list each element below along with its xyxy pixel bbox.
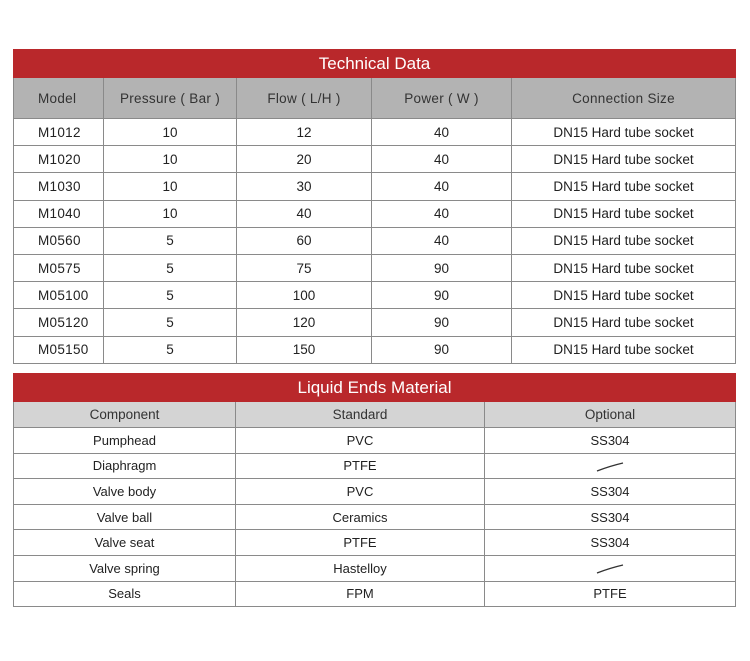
power-cell: 40: [372, 119, 512, 146]
connection-size-cell: DN15 Hard tube socket: [512, 173, 736, 200]
optional-cell: SS304: [485, 504, 736, 530]
column-header-pressure: Pressure ( Bar ): [104, 78, 237, 119]
connection-size-cell: DN15 Hard tube socket: [512, 200, 736, 227]
optional-cell: SS304: [485, 428, 736, 454]
optional-cell: PTFE: [485, 581, 736, 607]
power-cell: 90: [372, 282, 512, 309]
liquid-ends-material-table: [13, 373, 736, 607]
flow-cell: 60: [237, 227, 372, 254]
flow-cell: 40: [237, 200, 372, 227]
power-cell: 40: [372, 200, 512, 227]
table-row: [14, 479, 736, 505]
power-cell: 90: [372, 254, 512, 281]
pressure-cell: 5: [104, 282, 237, 309]
diagonal-slash-icon: [595, 563, 625, 575]
column-header-model: Model: [14, 78, 104, 119]
model-cell: M1020: [14, 146, 104, 173]
power-cell: 90: [372, 336, 512, 363]
model-cell: M05120: [14, 309, 104, 336]
optional-cell: [485, 555, 736, 581]
column-header-standard: Standard: [236, 402, 485, 428]
table-row: [14, 200, 736, 227]
power-cell: 90: [372, 309, 512, 336]
optional-cell: SS304: [485, 530, 736, 556]
table-row: [14, 119, 736, 146]
table-row: [14, 428, 736, 454]
pressure-cell: 5: [104, 336, 237, 363]
connection-size-cell: DN15 Hard tube socket: [512, 227, 736, 254]
optional-cell: SS304: [485, 479, 736, 505]
table-row: [14, 504, 736, 530]
connection-size-cell: DN15 Hard tube socket: [512, 146, 736, 173]
table-row: [14, 453, 736, 479]
diagonal-slash-icon: [595, 461, 625, 473]
table-row: [14, 282, 736, 309]
connection-size-cell: DN15 Hard tube socket: [512, 309, 736, 336]
column-header-component: Component: [14, 402, 236, 428]
standard-cell: Hastelloy: [236, 555, 485, 581]
column-header-connection-size: Connection Size: [512, 78, 736, 119]
table-row: [14, 146, 736, 173]
model-cell: M1012: [14, 119, 104, 146]
model-cell: M0575: [14, 254, 104, 281]
table-row: [14, 530, 736, 556]
model-cell: M1040: [14, 200, 104, 227]
table-row: [14, 254, 736, 281]
column-header-power: Power ( W ): [372, 78, 512, 119]
standard-cell: PVC: [236, 479, 485, 505]
pressure-cell: 10: [104, 119, 237, 146]
flow-cell: 150: [237, 336, 372, 363]
flow-cell: 12: [237, 119, 372, 146]
table-row: [14, 173, 736, 200]
standard-cell: PTFE: [236, 453, 485, 479]
flow-cell: 120: [237, 309, 372, 336]
model-cell: M05100: [14, 282, 104, 309]
connection-size-cell: DN15 Hard tube socket: [512, 282, 736, 309]
connection-size-cell: DN15 Hard tube socket: [512, 254, 736, 281]
model-cell: M05150: [14, 336, 104, 363]
flow-cell: 20: [237, 146, 372, 173]
standard-cell: PVC: [236, 428, 485, 454]
pressure-cell: 10: [104, 200, 237, 227]
liquid-ends-title: Liquid Ends Material: [14, 374, 736, 402]
component-cell: Valve spring: [14, 555, 236, 581]
technical-data-table: [13, 49, 736, 364]
table-row: [14, 227, 736, 254]
component-cell: Seals: [14, 581, 236, 607]
flow-cell: 30: [237, 173, 372, 200]
connection-size-cell: DN15 Hard tube socket: [512, 119, 736, 146]
connection-size-cell: DN15 Hard tube socket: [512, 336, 736, 363]
flow-cell: 100: [237, 282, 372, 309]
power-cell: 40: [372, 173, 512, 200]
pressure-cell: 5: [104, 227, 237, 254]
power-cell: 40: [372, 146, 512, 173]
model-cell: M0560: [14, 227, 104, 254]
standard-cell: FPM: [236, 581, 485, 607]
column-header-optional: Optional: [485, 402, 736, 428]
model-cell: M1030: [14, 173, 104, 200]
pressure-cell: 5: [104, 254, 237, 281]
pressure-cell: 10: [104, 146, 237, 173]
component-cell: Diaphragm: [14, 453, 236, 479]
table-row: [14, 309, 736, 336]
column-header-flow: Flow ( L/H ): [237, 78, 372, 119]
optional-cell: [485, 453, 736, 479]
component-cell: Valve seat: [14, 530, 236, 556]
table-row: [14, 581, 736, 607]
technical-data-title: Technical Data: [14, 50, 736, 78]
pressure-cell: 10: [104, 173, 237, 200]
standard-cell: PTFE: [236, 530, 485, 556]
component-cell: Valve body: [14, 479, 236, 505]
pressure-cell: 5: [104, 309, 237, 336]
component-cell: Valve ball: [14, 504, 236, 530]
standard-cell: Ceramics: [236, 504, 485, 530]
power-cell: 40: [372, 227, 512, 254]
table-row: [14, 336, 736, 363]
table-row: [14, 555, 736, 581]
flow-cell: 75: [237, 254, 372, 281]
component-cell: Pumphead: [14, 428, 236, 454]
